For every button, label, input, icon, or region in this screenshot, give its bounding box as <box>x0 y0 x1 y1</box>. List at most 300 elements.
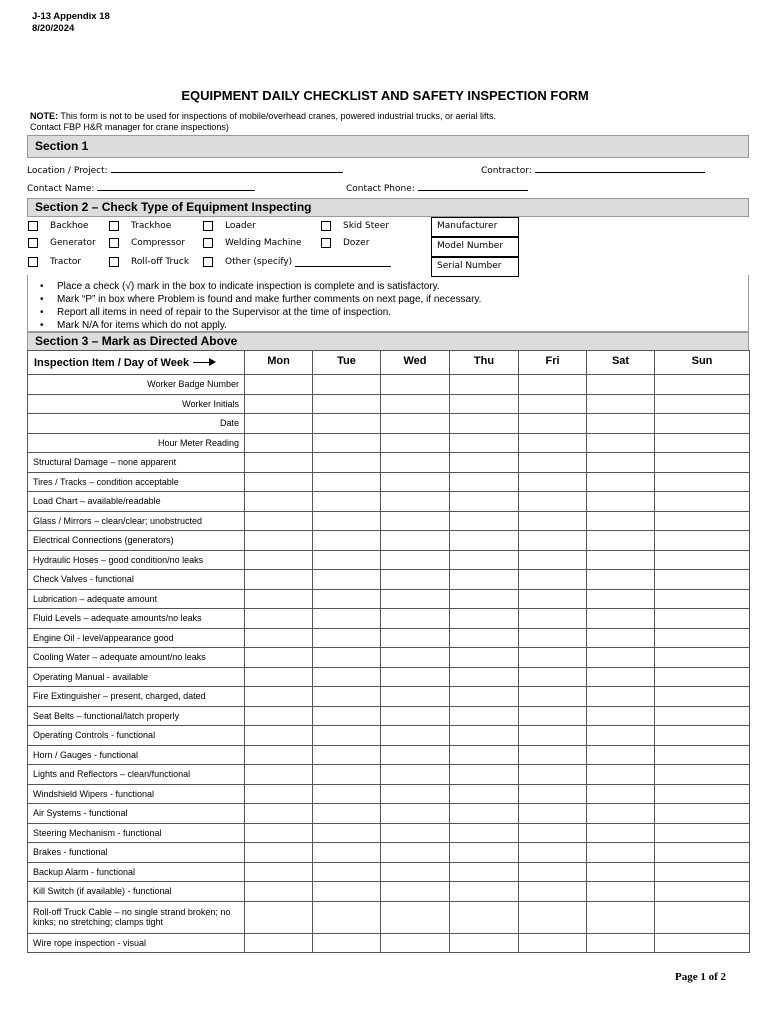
checkbox-icon[interactable] <box>109 221 119 231</box>
table-row <box>28 609 750 629</box>
day-cell[interactable] <box>313 687 381 707</box>
day-cell[interactable] <box>587 687 655 707</box>
day-cell[interactable] <box>313 706 381 726</box>
day-cell[interactable] <box>450 511 519 531</box>
trackhoe-checkbox[interactable] <box>109 221 171 231</box>
page-number: Page 1 of 2 <box>674 971 726 983</box>
day-header: Mon <box>245 351 313 375</box>
day-cell[interactable] <box>655 745 750 765</box>
skid-steer-checkbox[interactable] <box>321 221 389 231</box>
day-cell[interactable] <box>655 492 750 512</box>
day-cell[interactable] <box>245 667 313 687</box>
day-cell[interactable] <box>450 823 519 843</box>
day-cell[interactable] <box>587 472 655 492</box>
day-cell[interactable] <box>381 882 450 902</box>
day-cell[interactable] <box>313 823 381 843</box>
day-cell[interactable] <box>450 472 519 492</box>
day-cell[interactable] <box>245 687 313 707</box>
day-cell[interactable] <box>519 726 587 746</box>
table-row <box>28 531 750 551</box>
model-number-field[interactable]: Model Number <box>431 237 519 257</box>
day-cell[interactable] <box>313 882 381 902</box>
day-cell[interactable] <box>587 823 655 843</box>
contractor-field[interactable] <box>481 164 705 176</box>
day-cell[interactable] <box>655 882 750 902</box>
checkbox-icon[interactable] <box>28 238 38 248</box>
instruction-item: • Place a check (√) mark in the box to indicate inspection is complete and is satisfactory. <box>40 280 748 293</box>
day-cell[interactable] <box>519 453 587 473</box>
day-cell[interactable] <box>381 765 450 785</box>
loader-checkbox[interactable] <box>203 221 256 231</box>
checkbox-icon[interactable] <box>203 257 213 267</box>
day-cell[interactable] <box>313 394 381 414</box>
tractor-checkbox[interactable] <box>28 257 81 267</box>
table-row <box>28 433 750 453</box>
day-cell[interactable] <box>313 589 381 609</box>
note-text: This form is not to be used for inspections of mobile/overhead cranes, powered industrial trucks, or aerial lifts. <box>58 111 497 121</box>
checkbox-label: Trackhoe <box>131 221 172 231</box>
day-cell[interactable] <box>655 453 750 473</box>
day-cell[interactable] <box>519 394 587 414</box>
day-cell[interactable] <box>313 433 381 453</box>
checkbox-label: Backhoe <box>50 221 89 231</box>
day-cell[interactable] <box>655 667 750 687</box>
note-label: NOTE: <box>30 111 58 121</box>
day-cell[interactable] <box>655 511 750 531</box>
inspection-item-header <box>28 351 245 375</box>
section-1-header: Section 1 <box>27 135 749 158</box>
day-cell[interactable] <box>519 492 587 512</box>
manufacturer-field[interactable]: Manufacturer <box>431 217 519 237</box>
day-cell[interactable] <box>450 784 519 804</box>
day-cell[interactable] <box>519 628 587 648</box>
day-cell[interactable] <box>450 804 519 824</box>
day-cell[interactable] <box>245 843 313 863</box>
day-cell[interactable] <box>313 862 381 882</box>
day-cell[interactable] <box>655 804 750 824</box>
other-checkbox[interactable] <box>203 257 391 267</box>
table-row <box>28 784 750 804</box>
day-cell[interactable] <box>450 453 519 473</box>
arrow-right-icon <box>193 362 211 364</box>
day-cell[interactable] <box>655 394 750 414</box>
other-specify-line[interactable] <box>295 258 391 267</box>
day-cell[interactable] <box>245 550 313 570</box>
row-label: Roll-off Truck Cable – no single strand broken; no kinks; no stretching; clamps tight <box>28 901 245 933</box>
day-cell[interactable] <box>587 375 655 395</box>
day-cell[interactable] <box>655 823 750 843</box>
instruction-item: • Report all items in need of repair to the Supervisor at the time of inspection. <box>40 306 748 319</box>
day-cell[interactable] <box>381 726 450 746</box>
table-row <box>28 453 750 473</box>
day-cell[interactable] <box>381 531 450 551</box>
day-cell[interactable] <box>245 492 313 512</box>
day-cell[interactable] <box>450 414 519 434</box>
row-label: Backup Alarm - functional <box>28 862 245 882</box>
day-cell[interactable] <box>587 745 655 765</box>
day-cell[interactable] <box>655 531 750 551</box>
day-cell[interactable] <box>245 933 313 953</box>
compressor-checkbox[interactable] <box>109 238 185 248</box>
day-cell[interactable] <box>313 375 381 395</box>
day-cell[interactable] <box>450 933 519 953</box>
day-cell[interactable] <box>381 375 450 395</box>
checkbox-label: Compressor <box>131 238 185 248</box>
day-cell[interactable] <box>381 394 450 414</box>
day-cell[interactable] <box>587 414 655 434</box>
day-cell[interactable] <box>519 745 587 765</box>
day-cell[interactable] <box>587 726 655 746</box>
day-cell[interactable] <box>655 589 750 609</box>
checkbox-icon[interactable] <box>28 257 38 267</box>
row-label: Windshield Wipers - functional <box>28 784 245 804</box>
day-cell[interactable] <box>245 823 313 843</box>
grid-header-row <box>28 351 750 375</box>
day-cell[interactable] <box>519 687 587 707</box>
document-header <box>32 11 110 35</box>
day-cell[interactable] <box>519 882 587 902</box>
day-cell[interactable] <box>313 511 381 531</box>
day-cell[interactable] <box>450 589 519 609</box>
day-cell[interactable] <box>655 862 750 882</box>
row-label: Tires / Tracks – condition acceptable <box>28 472 245 492</box>
day-cell[interactable] <box>450 901 519 933</box>
day-cell[interactable] <box>245 706 313 726</box>
day-header: Sun <box>655 351 750 375</box>
day-cell[interactable] <box>655 706 750 726</box>
inspection-grid <box>27 350 750 953</box>
table-row <box>28 511 750 531</box>
day-cell[interactable] <box>245 570 313 590</box>
day-cell[interactable] <box>450 745 519 765</box>
day-cell[interactable] <box>245 901 313 933</box>
day-cell[interactable] <box>245 414 313 434</box>
day-cell[interactable] <box>381 862 450 882</box>
day-cell[interactable] <box>519 433 587 453</box>
day-cell[interactable] <box>587 570 655 590</box>
checkbox-icon[interactable] <box>321 221 331 231</box>
table-row <box>28 667 750 687</box>
day-cell[interactable] <box>655 550 750 570</box>
day-cell[interactable] <box>381 492 450 512</box>
row-label: Operating Controls - functional <box>28 726 245 746</box>
day-cell[interactable] <box>450 862 519 882</box>
day-cell[interactable] <box>587 550 655 570</box>
day-cell[interactable] <box>519 765 587 785</box>
day-cell[interactable] <box>655 726 750 746</box>
day-cell[interactable] <box>519 706 587 726</box>
row-label: Cooling Water – adequate amount/no leaks <box>28 648 245 668</box>
day-cell[interactable] <box>313 628 381 648</box>
day-cell[interactable] <box>587 511 655 531</box>
day-cell[interactable] <box>245 589 313 609</box>
day-cell[interactable] <box>313 492 381 512</box>
contact-phone-field[interactable] <box>346 182 528 194</box>
day-cell[interactable] <box>519 375 587 395</box>
table-row <box>28 933 750 953</box>
day-cell[interactable] <box>313 414 381 434</box>
day-cell[interactable] <box>245 745 313 765</box>
row-label: Hour Meter Reading <box>28 433 245 453</box>
row-label: Air Systems - functional <box>28 804 245 824</box>
day-cell[interactable] <box>519 843 587 863</box>
day-cell[interactable] <box>519 472 587 492</box>
day-cell[interactable] <box>655 609 750 629</box>
day-cell[interactable] <box>450 882 519 902</box>
day-cell[interactable] <box>381 784 450 804</box>
day-cell[interactable] <box>381 648 450 668</box>
day-cell[interactable] <box>655 901 750 933</box>
day-cell[interactable] <box>587 667 655 687</box>
day-cell[interactable] <box>245 375 313 395</box>
day-cell[interactable] <box>450 667 519 687</box>
day-cell[interactable] <box>519 667 587 687</box>
day-cell[interactable] <box>381 609 450 629</box>
day-cell[interactable] <box>450 706 519 726</box>
day-cell[interactable] <box>450 726 519 746</box>
day-cell[interactable] <box>313 804 381 824</box>
table-row <box>28 804 750 824</box>
row-label: Seat Belts – functional/latch properly <box>28 706 245 726</box>
table-row <box>28 862 750 882</box>
day-cell[interactable] <box>381 667 450 687</box>
row-label: Lubrication – adequate amount <box>28 589 245 609</box>
day-cell[interactable] <box>587 933 655 953</box>
backhoe-checkbox[interactable] <box>28 221 89 231</box>
day-cell[interactable] <box>587 453 655 473</box>
day-cell[interactable] <box>245 511 313 531</box>
day-cell[interactable] <box>519 589 587 609</box>
day-cell[interactable] <box>381 472 450 492</box>
contact-name-field[interactable] <box>27 182 255 194</box>
day-cell[interactable] <box>587 843 655 863</box>
day-cell[interactable] <box>313 745 381 765</box>
day-cell[interactable] <box>587 765 655 785</box>
row-label: Brakes - functional <box>28 843 245 863</box>
instruction-item: • Mark “P” in box where Problem is found and make further comments on next page, if necessary. <box>40 293 748 306</box>
day-cell[interactable] <box>245 804 313 824</box>
day-cell[interactable] <box>313 531 381 551</box>
day-cell[interactable] <box>519 862 587 882</box>
checkbox-icon[interactable] <box>109 257 119 267</box>
day-cell[interactable] <box>381 570 450 590</box>
welding-machine-checkbox[interactable] <box>203 238 302 248</box>
day-cell[interactable] <box>381 511 450 531</box>
day-cell[interactable] <box>313 784 381 804</box>
checkbox-icon[interactable] <box>109 238 119 248</box>
day-cell[interactable] <box>450 394 519 414</box>
day-cell[interactable] <box>587 648 655 668</box>
day-cell[interactable] <box>587 394 655 414</box>
row-label: Steering Mechanism - functional <box>28 823 245 843</box>
row-label: Date <box>28 414 245 434</box>
day-cell[interactable] <box>245 765 313 785</box>
day-cell[interactable] <box>381 706 450 726</box>
day-cell[interactable] <box>245 531 313 551</box>
day-cell[interactable] <box>587 901 655 933</box>
table-row <box>28 375 750 395</box>
day-cell[interactable] <box>587 862 655 882</box>
day-cell[interactable] <box>381 823 450 843</box>
day-cell[interactable] <box>381 414 450 434</box>
day-cell[interactable] <box>450 550 519 570</box>
day-cell[interactable] <box>655 843 750 863</box>
serial-number-field[interactable]: Serial Number <box>431 257 519 277</box>
day-cell[interactable] <box>313 667 381 687</box>
day-cell[interactable] <box>587 706 655 726</box>
day-cell[interactable] <box>519 531 587 551</box>
table-row <box>28 570 750 590</box>
day-cell[interactable] <box>313 901 381 933</box>
day-cell[interactable] <box>519 511 587 531</box>
day-cell[interactable] <box>381 745 450 765</box>
day-cell[interactable] <box>245 472 313 492</box>
day-cell[interactable] <box>245 394 313 414</box>
day-cell[interactable] <box>245 882 313 902</box>
day-cell[interactable] <box>519 901 587 933</box>
checkbox-icon[interactable] <box>203 221 213 231</box>
day-cell[interactable] <box>381 628 450 648</box>
instructions-box <box>27 275 749 332</box>
day-cell[interactable] <box>587 433 655 453</box>
checkbox-label: Welding Machine <box>225 238 302 248</box>
dozer-checkbox[interactable] <box>321 238 369 248</box>
day-cell[interactable] <box>519 550 587 570</box>
day-cell[interactable] <box>519 414 587 434</box>
day-cell[interactable] <box>381 933 450 953</box>
day-cell[interactable] <box>381 687 450 707</box>
day-cell[interactable] <box>655 570 750 590</box>
day-cell[interactable] <box>519 823 587 843</box>
day-cell[interactable] <box>381 589 450 609</box>
day-cell[interactable] <box>587 882 655 902</box>
day-cell[interactable] <box>450 843 519 863</box>
day-header: Wed <box>381 351 450 375</box>
checkbox-icon[interactable] <box>203 238 213 248</box>
day-cell[interactable] <box>519 648 587 668</box>
day-cell[interactable] <box>450 375 519 395</box>
day-cell[interactable] <box>245 784 313 804</box>
day-cell[interactable] <box>245 648 313 668</box>
day-cell[interactable] <box>450 628 519 648</box>
day-cell[interactable] <box>655 648 750 668</box>
day-cell[interactable] <box>587 531 655 551</box>
day-cell[interactable] <box>381 804 450 824</box>
day-cell[interactable] <box>519 784 587 804</box>
location-field[interactable] <box>27 164 343 176</box>
checkbox-label: Roll-off Truck <box>131 257 190 267</box>
day-cell[interactable] <box>381 843 450 863</box>
day-cell[interactable] <box>313 765 381 785</box>
table-row <box>28 394 750 414</box>
table-row <box>28 882 750 902</box>
row-label: Load Chart – available/readable <box>28 492 245 512</box>
section-2-header: Section 2 – Check Type of Equipment Inspecting <box>27 198 749 217</box>
day-cell[interactable] <box>313 933 381 953</box>
day-cell[interactable] <box>655 375 750 395</box>
table-row <box>28 472 750 492</box>
day-cell[interactable] <box>450 570 519 590</box>
instruction-item: • Mark N/A for items which do not apply. <box>40 319 748 332</box>
day-cell[interactable] <box>655 472 750 492</box>
day-cell[interactable] <box>450 492 519 512</box>
checkbox-icon[interactable] <box>28 221 38 231</box>
day-cell[interactable] <box>587 609 655 629</box>
table-row <box>28 765 750 785</box>
day-cell[interactable] <box>655 687 750 707</box>
day-cell[interactable] <box>655 433 750 453</box>
day-cell[interactable] <box>313 843 381 863</box>
checkbox-label: Other (specify) <box>225 257 293 267</box>
row-label: Worker Initials <box>28 394 245 414</box>
generator-checkbox[interactable] <box>28 238 96 248</box>
day-cell[interactable] <box>450 433 519 453</box>
day-cell[interactable] <box>655 414 750 434</box>
day-cell[interactable] <box>245 609 313 629</box>
day-cell[interactable] <box>245 628 313 648</box>
checkbox-label: Generator <box>50 238 96 248</box>
day-cell[interactable] <box>313 648 381 668</box>
table-row <box>28 901 750 933</box>
day-cell[interactable] <box>587 492 655 512</box>
row-label: Electrical Connections (generators) <box>28 531 245 551</box>
day-cell[interactable] <box>313 609 381 629</box>
day-cell[interactable] <box>519 609 587 629</box>
day-cell[interactable] <box>245 862 313 882</box>
day-cell[interactable] <box>587 784 655 804</box>
row-label: Wire rope inspection - visual <box>28 933 245 953</box>
day-cell[interactable] <box>655 784 750 804</box>
table-row <box>28 687 750 707</box>
day-cell[interactable] <box>450 531 519 551</box>
day-cell[interactable] <box>245 433 313 453</box>
day-cell[interactable] <box>381 901 450 933</box>
note-text-2: Contact FBP H&R manager for crane inspections) <box>30 122 229 132</box>
roll-off-truck-checkbox[interactable] <box>109 257 189 267</box>
day-cell[interactable] <box>587 589 655 609</box>
table-row <box>28 414 750 434</box>
day-cell[interactable] <box>519 570 587 590</box>
day-cell[interactable] <box>381 550 450 570</box>
table-row <box>28 648 750 668</box>
day-cell[interactable] <box>313 550 381 570</box>
table-row <box>28 706 750 726</box>
header-label: Inspection Item / Day of Week <box>34 356 190 369</box>
day-cell[interactable] <box>587 628 655 648</box>
day-cell[interactable] <box>313 726 381 746</box>
day-cell[interactable] <box>313 453 381 473</box>
row-label: Operating Manual - available <box>28 667 245 687</box>
day-cell[interactable] <box>450 765 519 785</box>
day-cell[interactable] <box>313 570 381 590</box>
day-cell[interactable] <box>519 804 587 824</box>
day-cell[interactable] <box>313 472 381 492</box>
contact-name-label: Contact Name: <box>27 184 95 194</box>
day-cell[interactable] <box>381 433 450 453</box>
day-cell[interactable] <box>655 628 750 648</box>
day-cell[interactable] <box>450 648 519 668</box>
day-cell[interactable] <box>450 609 519 629</box>
day-cell[interactable] <box>519 933 587 953</box>
day-cell[interactable] <box>655 933 750 953</box>
checkbox-icon[interactable] <box>321 238 331 248</box>
day-cell[interactable] <box>450 687 519 707</box>
day-cell[interactable] <box>655 765 750 785</box>
day-cell[interactable] <box>587 804 655 824</box>
day-cell[interactable] <box>381 453 450 473</box>
day-cell[interactable] <box>245 726 313 746</box>
day-cell[interactable] <box>245 453 313 473</box>
